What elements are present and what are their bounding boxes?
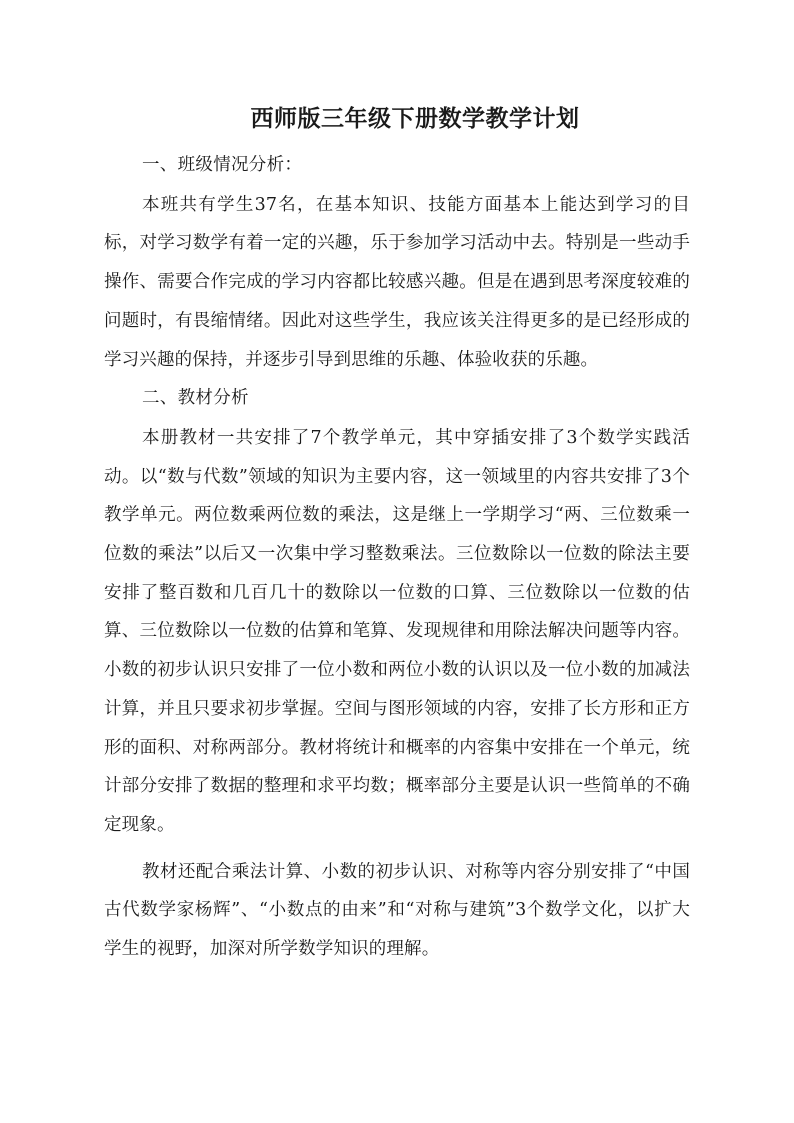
document-title: 西师版三年级下册数学教学计划 [250, 105, 580, 132]
section-heading-class-analysis: 一、班级情况分析： [142, 155, 303, 175]
section-class-analysis [104, 146, 690, 379]
paragraph-class-analysis: 本班共有学生37名，在基本知识、技能方面基本上能达到学习的目标，对学习数学有着一定的兴趣，乐于参加学习活动中去。特别是一些动手操作、需要合作完成的学习内容都比较感兴趣。但是在遇到思考深度较难的问题时，有畏缩情绪。因此对这些学生，我应该关注得更多的是已经形成的学习兴趣的保持，并逐步引导到思维的乐趣、体验收获的乐趣。 [104, 194, 690, 370]
section-textbook-analysis [104, 379, 690, 969]
paragraph-textbook-content: 本册教材一共安排了7个教学单元，其中穿插安排了3个数学实践活动。以“数与代数”领域的知识为主要内容，这一领域里的内容共安排了3个教学单元。两位数乘两位数的乘法，这是继上一学期学习“两、三位数乘一位数的乘法”以后又一次集中学习整数乘法。三位数除以一位数的除法主要安排了整百数和几百几十的数除以一位数的口算、三位数除以一位数的估算、三位数除以一位数的估算和笔算、发现规律和用除法解决问题等内容。小数的初步认识只安排了一位小数和两位小数的认识以及一位小数的加减法计算，并且只要求初步掌握。空间与图形领域的内容，安排了长方形和正方形的面积、对称两部分。教材将统计和概率的内容集中安排在一个单元，统计部分安排了数据的整理和求平均数；概率部分主要是认识一些简单的不确定现象。 [104, 427, 690, 835]
paragraph-math-culture: 教材还配合乘法计算、小数的初步认识、对称等内容分别安排了“中国古代数学家杨辉”、“小数点的由来”和“对称与建筑”3个数学文化，以扩大学生的视野，加深对所学数学知识的理解。 [104, 861, 690, 960]
section-heading-textbook-analysis: 二、教材分析 [142, 388, 249, 409]
